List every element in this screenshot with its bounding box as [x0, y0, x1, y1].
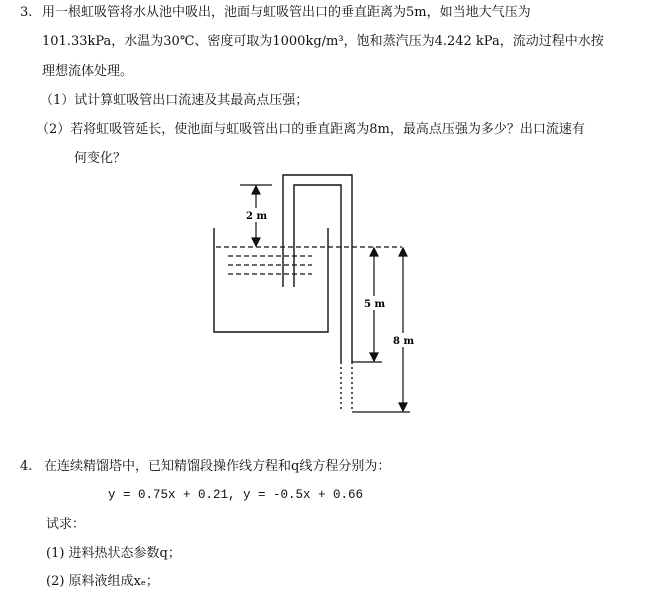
dim-8m-arrow-top — [399, 248, 407, 256]
problem3-question1: （1）试计算虹吸管出口流速及其最高点压强； — [40, 93, 309, 108]
problem3-line1: 用一根虹吸管将水从池中吸出，池面与虹吸管出口的垂直距离为5m，如当地大气压为 — [42, 5, 531, 20]
problem3-line2: 101.33kPa，水温为30℃、密度可取为1000kg/m³，饱和蒸汽压为4.242 kPa，流动过程中水按 — [42, 34, 604, 49]
problem4-question1: (1) 进料热状态参数q； — [46, 546, 181, 561]
problem3-line3: 理想流体处理。 — [42, 64, 134, 79]
problem3-number: 3. — [20, 5, 33, 20]
label-2m: 2 m — [246, 211, 268, 222]
problem4-ask: 试求： — [46, 517, 86, 532]
label-5m: 5 m — [364, 299, 386, 310]
problem4-line1: 在连续精馏塔中，已知精馏段操作线方程和q线方程分别为： — [44, 459, 391, 474]
dim-5m-arrow-top — [370, 248, 378, 256]
label-8m: 8 m — [393, 336, 415, 347]
problem4-number: 4. — [20, 459, 33, 474]
problem3-question2a: （2）若将虹吸管延长，使池面与虹吸管出口的垂直距离为8m，最高点压强为多少？出口流速有 — [36, 122, 585, 137]
siphon-tube-extension — [341, 362, 352, 412]
dim-2m-arrow-bottom — [252, 238, 260, 246]
dim-2m-arrow-top — [252, 186, 260, 194]
problem3-question2b: 何变化？ — [74, 151, 127, 166]
problem4-question2: (2) 原料液组成xₑ； — [46, 574, 159, 589]
problem4-equations: y = 0.75x + 0.21, y = -0.5x + 0.66 — [108, 488, 364, 502]
dim-5m-arrow-bottom — [370, 353, 378, 361]
dim-8m-arrow-bottom — [399, 403, 407, 411]
tank-outline — [214, 228, 328, 332]
